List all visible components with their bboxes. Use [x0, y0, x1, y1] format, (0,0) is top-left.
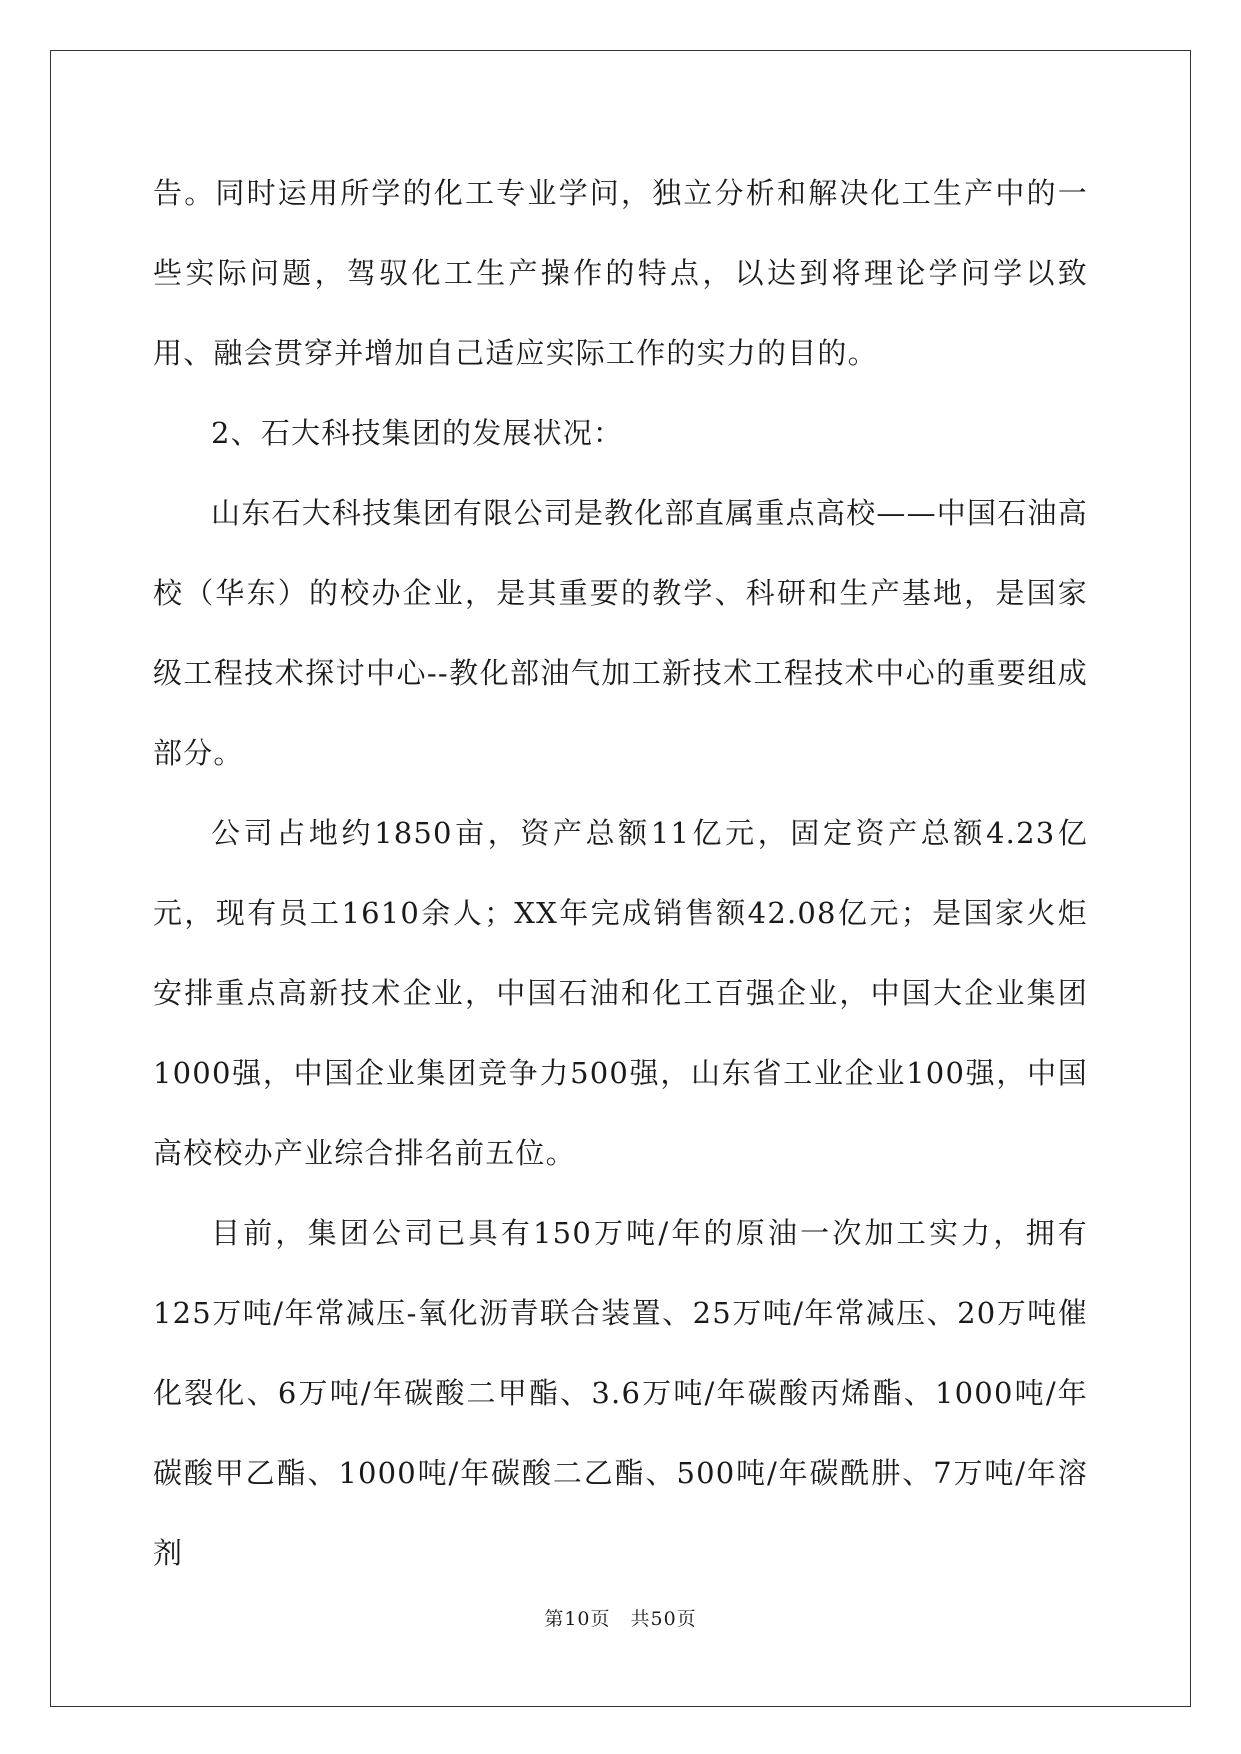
paragraph-company-stats: 公司占地约1850亩，资产总额11亿元，固定资产总额4.23亿元，现有员工1610余人；XX年完成销售额42.08亿元；是国家火炬安排重点高新技术企业，中国石油和化工百强企业，中国大企业集团1000强，中国企业集团竞争力500强，山东省工业企业100强，中国高校校办产业综合排名前五位。	[153, 816, 1088, 1170]
page-number-footer: 第10页 共50页	[544, 1608, 697, 1630]
paragraph-continuation: 告。同时运用所学的化工专业学问，独立分析和解决化工生产中的一些实际问题，驾驭化工生产操作的特点，以达到将理论学问学以致用、融会贯穿并增加自己适应实际工作的实力的目的。	[153, 176, 1088, 370]
document-body	[153, 153, 1088, 1593]
paragraph-company-intro: 山东石大科技集团有限公司是教化部直属重点高校——中国石油高校（华东）的校办企业，是其重要的教学、科研和生产基地，是国家级工程技术探讨中心--教化部油气加工新技术工程技术中心的重要组成部分。	[153, 496, 1088, 770]
paragraph-production-capacity: 目前，集团公司已具有150万吨/年的原油一次加工实力，拥有125万吨/年常减压-氧化沥青联合装置、25万吨/年常减压、20万吨催化裂化、6万吨/年碳酸二甲酯、3.6万吨/年碳酸丙烯酯、1000吨/年碳酸甲乙酯、1000吨/年碳酸二乙酯、500吨/年碳酰肼、7万吨/年溶剂	[153, 1216, 1088, 1570]
section-heading: 2、石大科技集团的发展状况：	[211, 416, 624, 450]
